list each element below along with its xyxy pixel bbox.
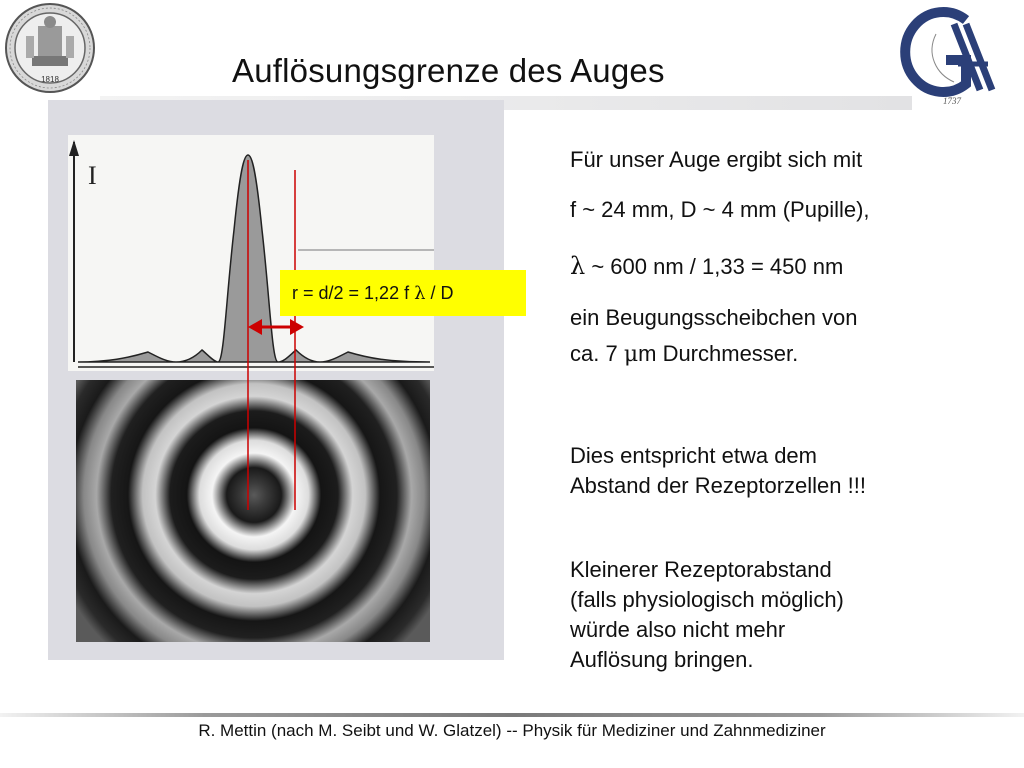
formula-prefix: r = d/2 = 1,22 f (292, 283, 415, 303)
text-line-5 (570, 341, 798, 368)
receptor-paragraph (570, 441, 866, 501)
conclusion-paragraph (570, 555, 844, 675)
wavelength-text: ~ 600 nm / 1,33 = 450 nm (585, 254, 844, 279)
paragraph-line: (falls physiologisch möglich) (570, 587, 844, 612)
y-axis-label: I (88, 161, 97, 190)
mu-symbol: μ (623, 342, 639, 367)
diameter-suffix: m Durchmesser. (638, 341, 799, 366)
intensity-curve (78, 155, 430, 362)
slide-title: Auflösungsgrenze des Auges (232, 52, 665, 89)
paragraph-line: Abstand der Rezeptorzellen !!! (570, 473, 866, 498)
university-seal-icon (4, 2, 96, 94)
text-line-1: Für unser Auge ergibt sich mit (570, 147, 863, 172)
footer-credit: R. Mettin (nach M. Seibt und W. Glatzel) -- Physik für Mediziner und Zahnmediziner (198, 721, 826, 740)
text-line-3 (570, 252, 843, 281)
logo-year: 1737 (943, 96, 961, 106)
paragraph-line: Dies entspricht etwa dem (570, 443, 817, 468)
formula-box (280, 270, 526, 316)
paragraph-line: Kleinerer Rezeptorabstand (570, 557, 832, 582)
diffraction-figure (48, 100, 504, 660)
y-axis-arrow-icon (69, 140, 79, 156)
paragraph-line: Auflösung bringen. (570, 647, 754, 672)
diameter-prefix: ca. 7 (570, 341, 624, 366)
airy-rings (76, 380, 430, 642)
formula-suffix: / D (425, 283, 454, 303)
paragraph-line: würde also nicht mehr (570, 617, 786, 642)
text-line-2: f ~ 24 mm, D ~ 4 mm (Pupille), (570, 197, 870, 222)
footer-rule (0, 713, 1024, 717)
georg-august-logo-icon (896, 4, 1008, 108)
lambda-symbol: λ (570, 252, 586, 280)
seal-year: 1818 (41, 75, 59, 84)
text-line-4: ein Beugungsscheibchen von (570, 305, 858, 330)
lambda-symbol: λ (414, 283, 426, 304)
